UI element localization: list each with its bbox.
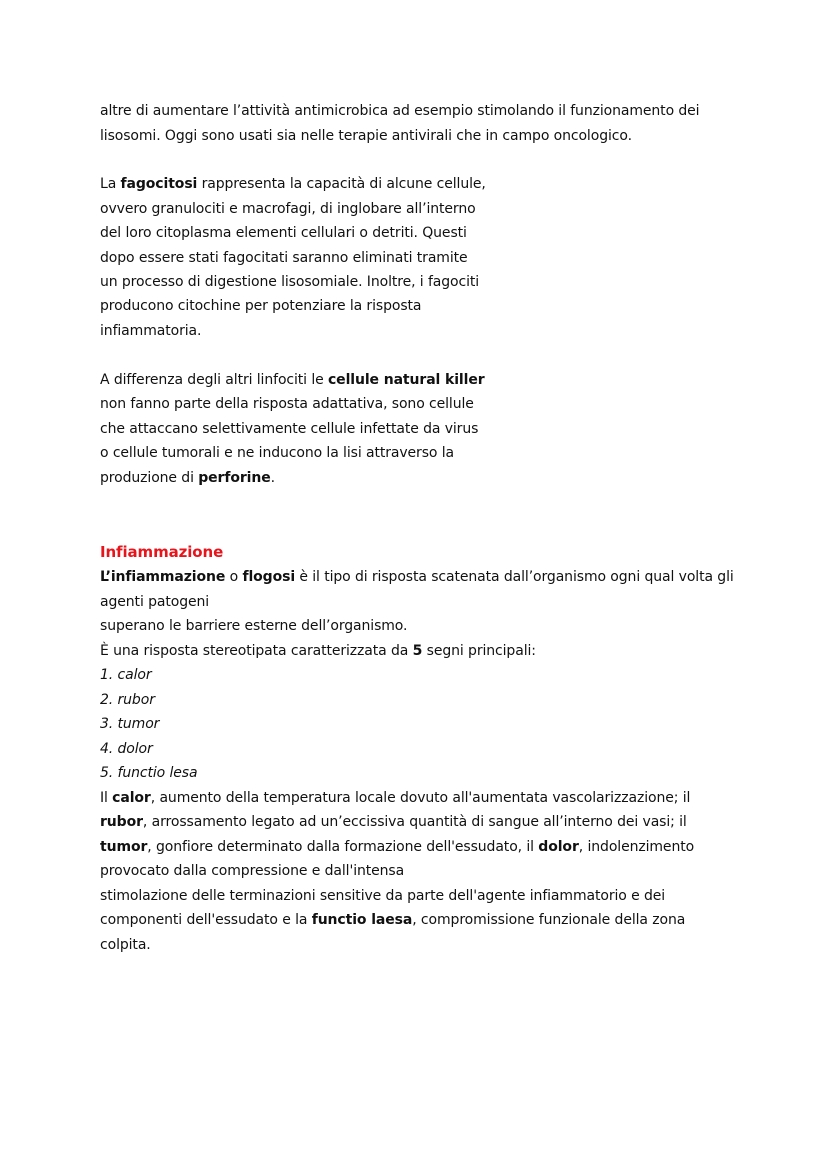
nk-line-1: A differenza degli altri linfociti le cellule natural killer [100,372,485,388]
intro-line-2: lisosomi. Oggi sono usati sia nelle terapie antivirali che in campo oncologico. [100,128,632,144]
signs-intro: È una risposta stereotipata caratterizzata da 5 segni principali: [100,643,536,659]
signs-desc-line-2: rubor, arrossamento legato ad un’eccissiva quantità di sangue all’interno dei vasi; il [100,814,687,830]
sign-item: 2. rubor [100,692,155,708]
fagocitosi-line-4: dopo essere stati fagocitati saranno eliminati tramite [100,250,468,266]
infiammazione-def-line-1: L’infiammazione o flogosi è il tipo di risposta scatenata dall’organismo ogni qual volta gli [100,569,734,585]
signs-desc-line-6: componenti dell'essudato e la functio laesa, compromissione funzionale della zona [100,912,686,928]
nk-line-2: non fanno parte della risposta adattativa, sono cellule [100,396,474,412]
nk-line-5: produzione di perforine. [100,470,275,486]
fagocitosi-line-3: del loro citoplasma elementi cellulari o detriti. Questi [100,225,467,241]
fagocitosi-line-6: producono citochine per potenziare la risposta [100,298,422,314]
fagocitosi-term: fagocitosi [120,176,198,192]
perforine-term: perforine [198,470,271,486]
infiammazione-def-line-2: agenti patogeni [100,594,210,610]
nk-line-4: o cellule tumorali e ne inducono la lisi attraverso la [100,445,454,461]
nk-line-3: che attaccano selettivamente cellule infettate da virus [100,421,479,437]
section-heading-infiammazione: Infiammazione [100,543,224,561]
sign-item: 1. calor [100,667,152,683]
signs-desc-line-3: tumor, gonfiore determinato dalla formazione dell'essudato, il dolor, indolenzimento [100,839,695,855]
fagocitosi-line-2: ovvero granulociti e macrofagi, di inglobare all’interno [100,201,476,217]
fagocitosi-line-7: infiammatoria. [100,323,202,339]
sign-item: 3. tumor [100,716,160,732]
sign-item: 5. functio lesa [100,765,198,781]
fagocitosi-line-1: La fagocitosi rappresenta la capacità di alcune cellule, [100,176,486,192]
signs-desc-line-1: Il calor, aumento della temperatura locale dovuto all'aumentata vascolarizzazione; il [100,790,691,806]
signs-desc-line-5: stimolazione delle terminazioni sensitive da parte dell'agente infiammatorio e dei [100,888,666,904]
signs-desc-line-7: colpita. [100,937,151,953]
signs-desc-line-4: provocato dalla compressione e dall'intensa [100,863,405,879]
infiammazione-def-line-3: superano le barriere esterne dell’organismo. [100,618,408,634]
nk-term: cellule natural killer [327,372,485,388]
fagocitosi-line-5: un processo di digestione lisosomiale. Inoltre, i fagociti [100,274,480,290]
intro-line-1: altre di aumentare l’attività antimicrobica ad esempio stimolando il funzionamento dei [100,103,700,119]
sign-item: 4. dolor [100,741,153,757]
